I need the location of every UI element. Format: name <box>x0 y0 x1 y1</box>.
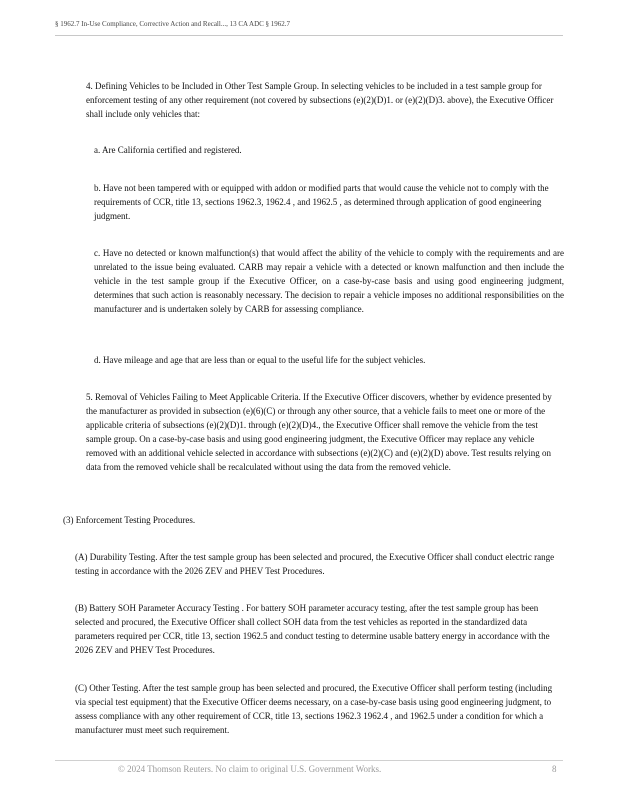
paragraph-4c: c. Have no detected or known malfunction(s) that would affect the ability of the vehicle to comply with the requirements and are unrelated to the issue being evaluated. CARB may repair a vehicle with a detected or known malfunction and then include the vehicle in the test sample group if the Executive Officer, on a case-by-case basis and using good engineering judgment, determines that such action is reasonably necessary. The decision to repair a vehicle imposes no additional responsibilities on the manufacturer and is undertaken solely by CARB for assessing compliance. <box>94 248 564 314</box>
paragraph-5-removal: 5. Removal of Vehicles Failing to Meet Applicable Criteria. If the Executive Officer discovers, whether by evidence presented by the manufacturer as provided in subsection (e)(6)(C) or through any other source, that a vehicle fails to meet one or more of the applicable criteria of subsections (e)(2)(D)1. through (e)(2)(D)4., the Executive Officer shall remove the vehicle from the test sample group. On a case-by-case basis and using good engineering judgment, the Executive Officer may replace any vehicle removed with an additional vehicle selected in accordance with subsections (e)(2)(C) and (e)(2)(D) above. Test results relying on data from the removed vehicle shall be recalculated without using the data from the removed vehicle. <box>86 392 552 472</box>
paragraph-4b: b. Have not been tampered with or equipped with addon or modified parts that would cause the vehicle not to comply with the requirements of CCR, title 13, sections 1962.3, 1962.4 , and 1962.5 , as determined through application of good engineering judgment. <box>94 183 549 221</box>
page-number: 8 <box>552 764 557 774</box>
paragraph-4a: a. Are California certified and registered. <box>94 145 242 155</box>
paragraph-4-defining-vehicles: 4. Defining Vehicles to be Included in Other Test Sample Group. In selecting vehicles to be included in a test sample group for enforcement testing of any other requirement (not covered by subsections (e)(2)(D)1. or (e)(2)(D)3. above), the Executive Officer shall include only vehicles that: <box>86 81 554 119</box>
running-header: § 1962.7 In-Use Compliance, Corrective Action and Recall..., 13 CA ADC § 1962.7 <box>55 20 291 28</box>
section-3-heading: (3) Enforcement Testing Procedures. <box>63 515 196 525</box>
paragraph-A-durability: (A) Durability Testing. After the test sample group has been selected and procured, the Executive Officer shall conduct electric range testing in accordance with the 2026 ZEV and PHEV Test Procedures. <box>75 552 555 576</box>
footer-copyright: © 2024 Thomson Reuters. No claim to original U.S. Government Works. <box>118 764 382 774</box>
header-divider <box>55 35 563 36</box>
footer-divider <box>55 760 563 761</box>
paragraph-4d: d. Have mileage and age that are less than or equal to the useful life for the subject vehicles. <box>94 355 426 365</box>
paragraph-B-battery-soh: (B) Battery SOH Parameter Accuracy Testing . For battery SOH parameter accuracy testing, after the test sample group has been selected and procured, the Executive Officer shall collect SOH data from the test vehicles as reported in the standardized data parameters required per CCR, title 13, section 1962.5 and conduct testing to determine usable battery energy in accordance with the 2026 ZEV and PHEV Test Procedures. <box>75 603 550 655</box>
paragraph-C-other-testing: (C) Other Testing. After the test sample group has been selected and procured, the Executive Officer shall perform testing (including via special test equipment) that the Executive Officer deems necessary, on a case-by-case basis using good engineering judgment, to assess compliance with any other requirement of CCR, title 13, sections 1962.3 1962.4 , and 1962.5 under a condition for which a manufacturer must meet such requirement. <box>75 683 553 735</box>
